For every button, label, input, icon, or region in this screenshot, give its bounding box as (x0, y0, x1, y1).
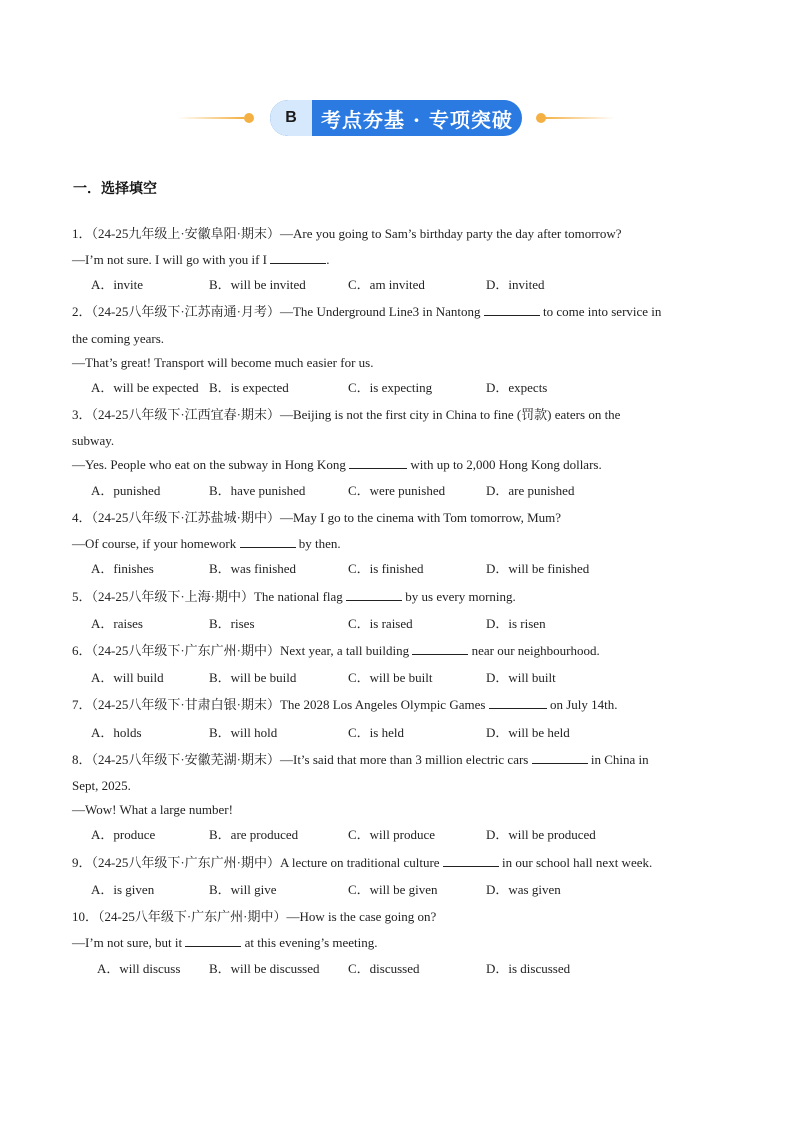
question-text: 1．（24-25九年级上·安徽阜阳·期末）—Are you going to Sam’s birthday party the day after tomorrow? (72, 226, 622, 241)
option-d[interactable]: D．will be finished (486, 561, 590, 576)
question-text: 4．（24-25八年级下·江苏盐城·期中）—May I go to the cinema with Tom tomorrow, Mum? (72, 510, 562, 525)
question-1-line-1 (72, 225, 622, 243)
option-b[interactable]: B．will be discussed (209, 961, 320, 976)
question-text: Sept, 2025. (72, 778, 131, 793)
question-text: 9．（24-25八年级下·广东广州·期中）A lecture on traditional culture (72, 855, 443, 870)
question-2-line-1 (72, 303, 661, 321)
question-text: subway. (72, 433, 115, 448)
question-8-line-2 (72, 777, 131, 795)
option-c[interactable]: C．is finished (348, 561, 424, 576)
option-b[interactable]: B．is expected (209, 380, 289, 395)
question-1-line-2 (72, 251, 329, 269)
answer-blank[interactable] (443, 854, 499, 867)
option-c[interactable]: C．is raised (348, 616, 413, 631)
option-b[interactable]: B．rises (209, 616, 255, 631)
option-c[interactable]: C．will be built (348, 670, 433, 685)
answer-blank[interactable] (346, 588, 402, 601)
banner-left-dot (244, 113, 254, 123)
option-c[interactable]: C．will produce (348, 827, 436, 842)
option-d[interactable]: D．will be held (486, 725, 570, 740)
question-5-line-1 (72, 588, 516, 606)
question-text-tail: on July 14th. (546, 697, 618, 712)
option-c[interactable]: C．discussed (348, 961, 420, 976)
question-text: —I’m not sure, but it (72, 935, 186, 950)
question-4-line-1 (72, 509, 561, 527)
option-b[interactable]: B．was finished (209, 561, 297, 576)
option-d[interactable]: D．was given (486, 882, 561, 897)
question-text-tail: . (326, 252, 330, 267)
answer-blank[interactable] (532, 751, 588, 764)
question-text-tail: by us every morning. (402, 589, 516, 604)
question-3-line-1 (72, 406, 620, 424)
option-d[interactable]: D．is risen (486, 616, 546, 631)
option-d[interactable]: D．will be produced (486, 827, 596, 842)
question-3-line-2 (72, 432, 114, 450)
option-a[interactable]: A．punished (91, 483, 161, 498)
option-a[interactable]: A．will be expected (91, 380, 199, 395)
option-d[interactable]: D．expects (486, 380, 548, 395)
question-text: 5．（24-25八年级下·上海·期中）The national flag (72, 589, 347, 604)
answer-blank[interactable] (349, 456, 407, 469)
question-text: 7．（24-25八年级下·甘肃白银·期末）The 2028 Los Angeles Olympic Games (72, 697, 489, 712)
option-c[interactable]: C．were punished (348, 483, 446, 498)
option-b[interactable]: B．have punished (209, 483, 306, 498)
question-text-tail: to come into service in (539, 304, 662, 319)
question-3-line-3 (72, 456, 602, 474)
question-text: —That’s great! Transport will become much easier for us. (72, 355, 374, 370)
section-title: 一．选择填空 (73, 181, 157, 197)
question-4-line-2 (72, 535, 341, 553)
option-d[interactable]: D．will built (486, 670, 556, 685)
option-a[interactable]: A．holds (91, 725, 142, 740)
question-text: 3．（24-25八年级下·江西宜春·期末）—Beijing is not the first city in China to fine (罚款) eaters on the (72, 407, 621, 422)
option-a[interactable]: A．is given (91, 882, 155, 897)
question-text-tail: in China in (587, 752, 649, 767)
option-a[interactable]: A．will discuss (97, 961, 181, 976)
option-d[interactable]: D．is discussed (486, 961, 571, 976)
option-b[interactable]: B．are produced (209, 827, 299, 842)
answer-blank[interactable] (240, 535, 296, 548)
option-a[interactable]: A．invite (91, 277, 143, 292)
question-text: 2．（24-25八年级下·江苏南通·月考）—The Underground Line3 in Nantong (72, 304, 484, 319)
option-b[interactable]: B．will hold (209, 725, 278, 740)
question-10-line-2 (72, 934, 378, 952)
option-a[interactable]: A．will build (91, 670, 164, 685)
question-2-line-2 (72, 330, 164, 348)
answer-blank[interactable] (484, 303, 540, 316)
question-9-line-1 (72, 854, 652, 872)
question-text: 8．（24-25八年级下·安徽芜湖·期末）—It’s said that more than 3 million electric cars (72, 752, 532, 767)
section-banner (0, 99, 794, 137)
question-2-line-3 (72, 354, 373, 372)
question-text: —Yes. People who eat on the subway in Hong Kong (72, 457, 350, 472)
question-text: 10．（24-25八年级下·广东广州·期中）—How is the case going on? (72, 909, 437, 924)
question-text-tail: at this evening’s meeting. (241, 935, 378, 950)
banner-pill (270, 100, 522, 136)
question-text: the coming years. (72, 331, 165, 346)
option-d[interactable]: D．are punished (486, 483, 575, 498)
banner-right-line (543, 117, 615, 119)
option-c[interactable]: C．is held (348, 725, 404, 740)
option-b[interactable]: B．will be invited (209, 277, 306, 292)
question-text: 6．（24-25八年级下·广东广州·期中）Next year, a tall building (72, 643, 413, 658)
option-c[interactable]: C．will be given (348, 882, 438, 897)
option-a[interactable]: A．produce (91, 827, 156, 842)
option-d[interactable]: D．invited (486, 277, 545, 292)
option-c[interactable]: C．am invited (348, 277, 425, 292)
banner-title: 考点夯基 · 专项突破 (321, 107, 513, 132)
question-text-tail: with up to 2,000 Hong Kong dollars. (407, 457, 602, 472)
banner-badge: B (270, 100, 312, 136)
question-text-tail: near our neighbourhood. (468, 643, 600, 658)
answer-blank[interactable] (270, 251, 326, 264)
question-7-line-1 (72, 696, 617, 714)
answer-blank[interactable] (489, 696, 547, 709)
answer-blank[interactable] (185, 934, 241, 947)
question-text-tail: in our school hall next week. (498, 855, 653, 870)
option-b[interactable]: B．will give (209, 882, 277, 897)
question-text: —I’m not sure. I will go with you if I (72, 252, 271, 267)
question-text-tail: by then. (295, 536, 341, 551)
banner-left-line (178, 117, 244, 119)
question-text: —Of course, if your homework (72, 536, 240, 551)
question-8-line-1 (72, 751, 649, 769)
question-text: —Wow! What a large number! (72, 802, 233, 817)
option-a[interactable]: A．raises (91, 616, 143, 631)
question-6-line-1 (72, 642, 600, 660)
option-c[interactable]: C．is expecting (348, 380, 433, 395)
option-a[interactable]: A．finishes (91, 561, 154, 576)
answer-blank[interactable] (412, 642, 468, 655)
question-10-line-1 (72, 908, 436, 926)
question-8-line-3 (72, 801, 233, 819)
option-b[interactable]: B．will be build (209, 670, 297, 685)
